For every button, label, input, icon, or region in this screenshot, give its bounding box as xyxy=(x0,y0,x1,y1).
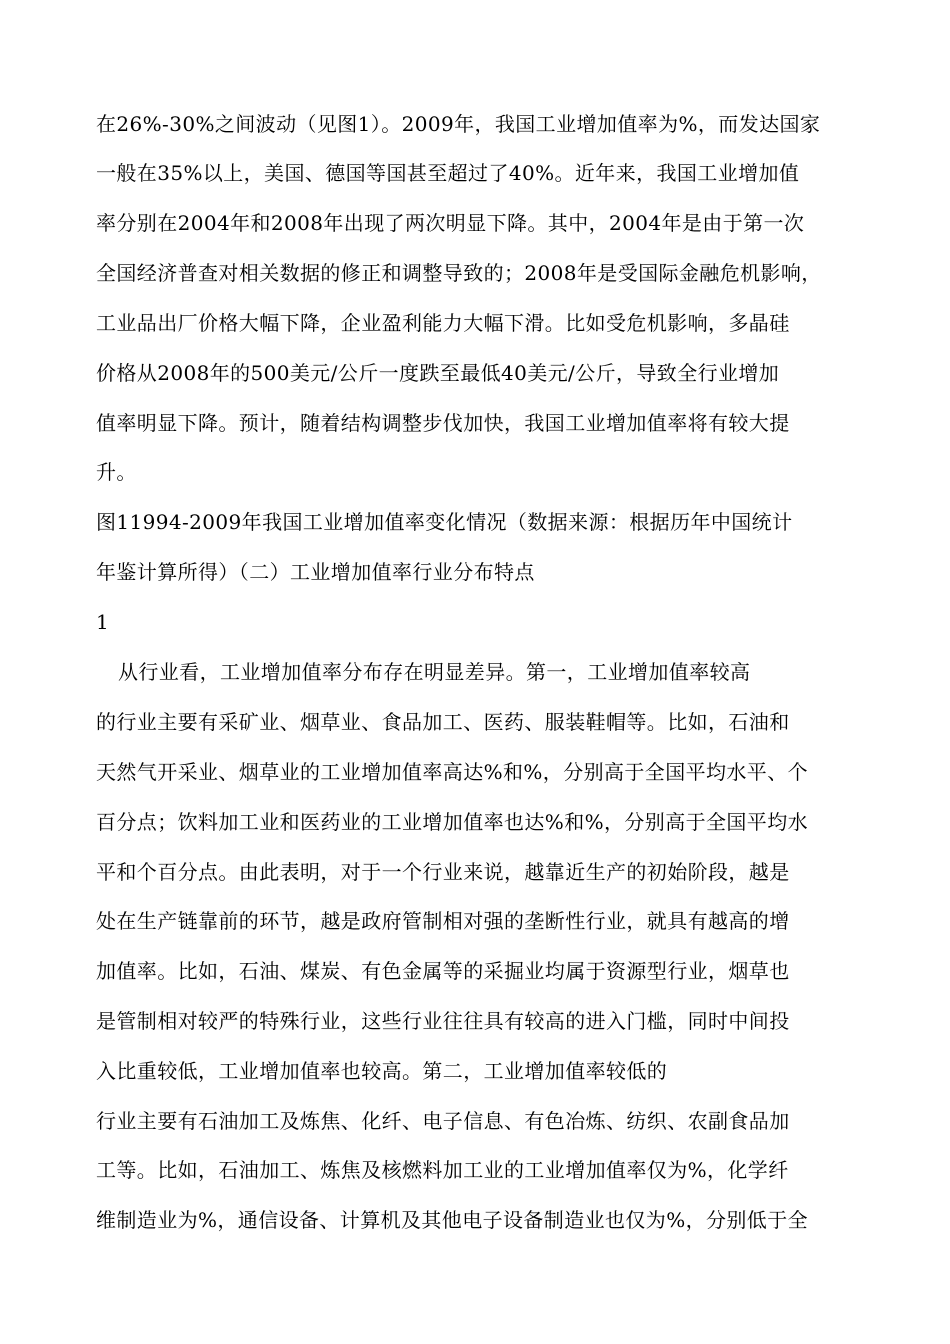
paragraph-1-line: 工业品出厂价格大幅下降，企业盈利能力大幅下滑。比如受危机影响，多晶硅 xyxy=(96,311,790,335)
paragraph-1-line: 率分别在2004年和2008年出现了两次明显下降。其中，2004年是由于第一次 xyxy=(96,211,805,235)
paragraph-2-line: 百分点；饮料加工业和医药业的工业增加值率也达%和%，分别高于全国平均水 xyxy=(96,810,809,834)
paragraph-2-line: 入比重较低，工业增加值率也较高。第二，工业增加值率较低的 xyxy=(96,1059,668,1083)
paragraph-2-line: 处在生产链靠前的环节，越是政府管制相对强的垄断性行业，就具有越高的增 xyxy=(96,909,790,933)
paragraph-1-line: 在26%-30%之间波动（见图1）。2009年，我国工业增加值率为%，而发达国家 xyxy=(96,112,821,136)
paragraph-1-line: 全国经济普查对相关数据的修正和调整导致的；2008年是受国际金融危机影响， xyxy=(96,261,822,285)
paragraph-2-line: 维制造业为%，通信设备、计算机及其他电子设备制造业也仅为%，分别低于全 xyxy=(96,1208,809,1232)
paragraph-1-line: 一般在35%以上，美国、德国等国甚至超过了40%。近年来，我国工业增加值 xyxy=(96,161,800,185)
paragraph-2-line: 平和个百分点。由此表明，对于一个行业来说，越靠近生产的初始阶段，越是 xyxy=(96,860,790,884)
paragraph-2-line: 从行业看，工业增加值率分布存在明显差异。第一，工业增加值率较高 xyxy=(118,660,751,684)
paragraph-1-line: 升。 xyxy=(96,460,137,484)
paragraph-2-line: 行业主要有石油加工及炼焦、化纤、电子信息、有色冶炼、纺织、农副食品加 xyxy=(96,1109,790,1133)
paragraph-2-line: 天然气开采业、烟草业的工业增加值率高达%和%，分别高于全国平均水平、个 xyxy=(96,760,809,784)
paragraph-2-line: 是管制相对较严的特殊行业，这些行业往往具有较高的进入门槛，同时中间投 xyxy=(96,1009,790,1033)
paragraph-2-line: 工等。比如，石油加工、炼焦及核燃料加工业的工业增加值率仅为%，化学纤 xyxy=(96,1158,789,1182)
figure-caption-line: 图11994-2009年我国工业增加值率变化情况（数据来源：根据历年中国统计 xyxy=(96,510,793,534)
figure-caption-line: 年鉴计算所得）（二）工业增加值率行业分布特点 xyxy=(96,560,535,584)
paragraph-1-line: 值率明显下降。预计，随着结构调整步伐加快，我国工业增加值率将有较大提 xyxy=(96,411,790,435)
paragraph-2-line: 加值率。比如，石油、煤炭、有色金属等的采掘业均属于资源型行业，烟草也 xyxy=(96,959,790,983)
paragraph-2-line: 的行业主要有采矿业、烟草业、食品加工、医药、服装鞋帽等。比如，石油和 xyxy=(96,710,790,734)
paragraph-1-line: 价格从2008年的500美元/公斤一度跌至最低40美元/公斤，导致全行业增加 xyxy=(96,361,780,385)
figure-number: 1 xyxy=(96,610,110,634)
